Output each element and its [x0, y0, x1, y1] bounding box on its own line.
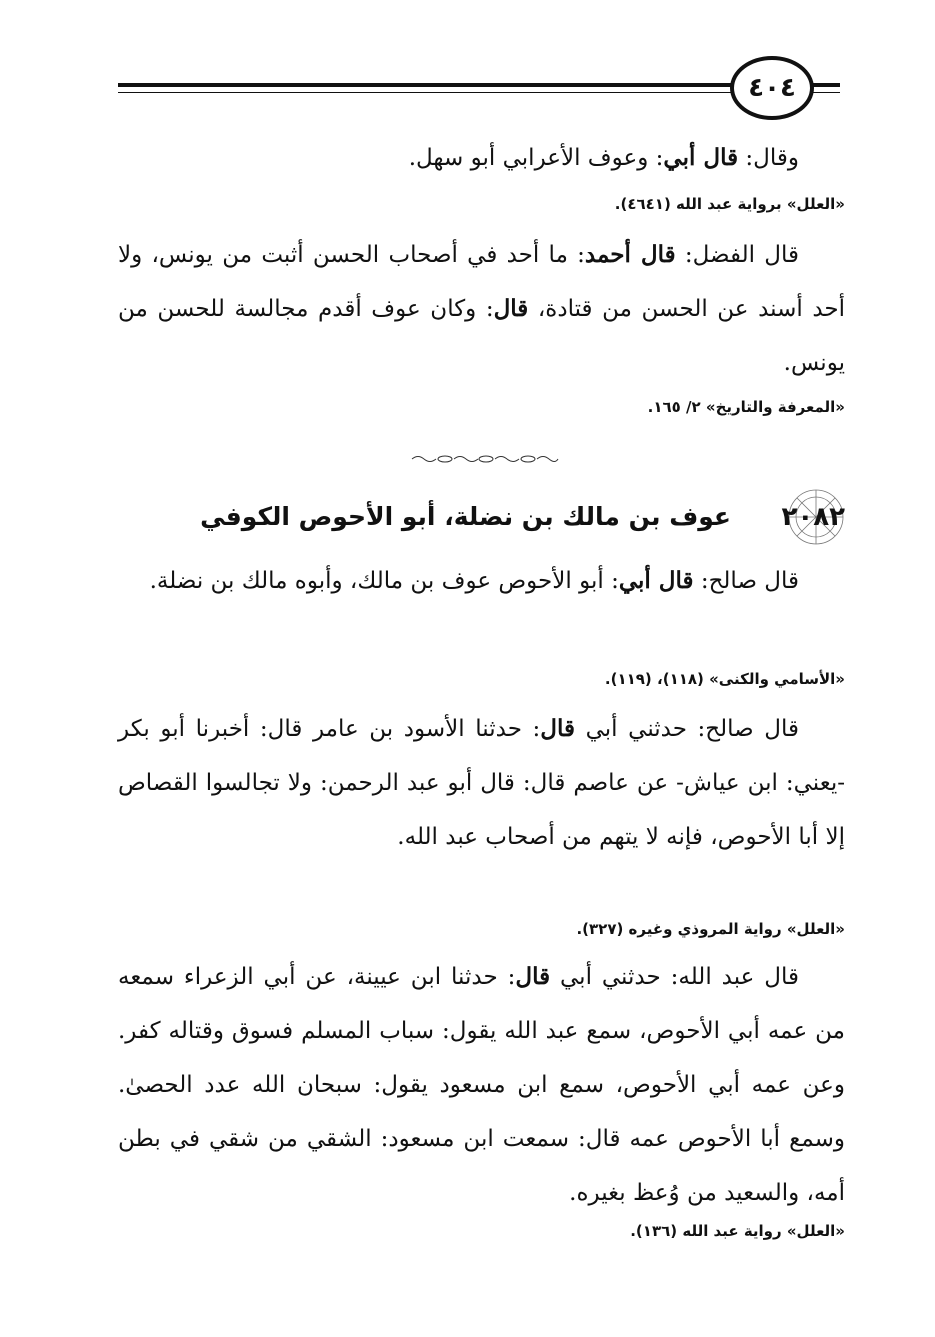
entry-title: عوف بن مالك بن نضلة، أبو الأحوص الكوفي — [200, 502, 731, 531]
paragraph-5 — [118, 950, 845, 1220]
source-citation-5: «العلل» رواية عبد الله (١٣٦). — [630, 1222, 845, 1240]
speaker-label: قال أبي — [618, 567, 694, 594]
speaker-label: قال — [493, 295, 529, 322]
source-citation-1: «العلل» برواية عبد الله (٤٦٤١). — [614, 195, 845, 213]
entry-number: ٢٠٨٢ — [781, 502, 845, 532]
text-run: : وعوف الأعرابي أبو سهل. — [408, 145, 664, 171]
text-run: : وكان عوف أقدم مجالسة للحسن من يونس. — [118, 296, 845, 376]
paragraph-2 — [118, 228, 845, 390]
speaker-label: قال — [540, 715, 575, 742]
text-run: قال عبد الله: حدثني أبي — [550, 964, 800, 990]
text-run: قال الفضل: — [675, 242, 800, 268]
source-citation-3: «الأسامي والكنى» (١١٨)، (١١٩). — [604, 670, 845, 688]
header-rule-right — [812, 83, 840, 93]
text-run: وقال: — [738, 145, 799, 171]
paragraph-3 — [118, 554, 845, 608]
text-run: قال صالح: حدثني أبي — [575, 716, 799, 742]
text-run: : أبو الأحوص عوف بن مالك، وأبوه مالك بن نضلة. — [149, 568, 619, 594]
page-number-badge — [730, 56, 814, 120]
header-rule — [118, 83, 732, 93]
source-citation-2: «المعرفة والتاريخ» ٢/ ١٦٥. — [647, 398, 845, 416]
text-run: : حدثنا الأسود بن عامر قال: أخبرنا أبو بكر -يعني: ابن عياش- عن عاصم قال: قال أبو عبد الرحمن: ولا تجالسوا القصاص إلا أبا الأحوص، فإنه لا يتهم من أصحاب عبد الله. — [118, 716, 845, 850]
speaker-label: قال — [515, 963, 551, 990]
paragraph-1 — [118, 131, 845, 185]
entry-heading — [118, 498, 845, 548]
speaker-label: قال أحمد — [584, 241, 676, 268]
speaker-label: قال أبي — [663, 144, 739, 171]
paragraph-4 — [118, 702, 845, 864]
page-number: ٤٠٤ — [748, 73, 796, 103]
section-divider-ornament — [410, 454, 560, 464]
text-run: : حدثنا ابن عيينة، عن أبي الزعراء سمعه من عمه أبي الأحوص، سمع عبد الله يقول: سباب المسلم فسوق وقتاله كفر. وعن عمه أبي الأحوص، سمع ابن مسعود يقول: سبحان الله عدد الحصىٰ. وسمع أبا الأحوص عمه قال: سمعت ابن مسعود: الشقي من شقي في بطن أمه، والسعيد من وُعظ بغيره. — [118, 964, 845, 1206]
text-run: قال صالح: — [693, 568, 799, 594]
text-run: : ما أحد في أصحاب الحسن أثبت من يونس، ولا أحد أسند عن الحسن من قتادة، — [118, 242, 846, 322]
source-citation-4: «العلل» رواية المروذي وغيره (٣٢٧). — [576, 920, 845, 938]
